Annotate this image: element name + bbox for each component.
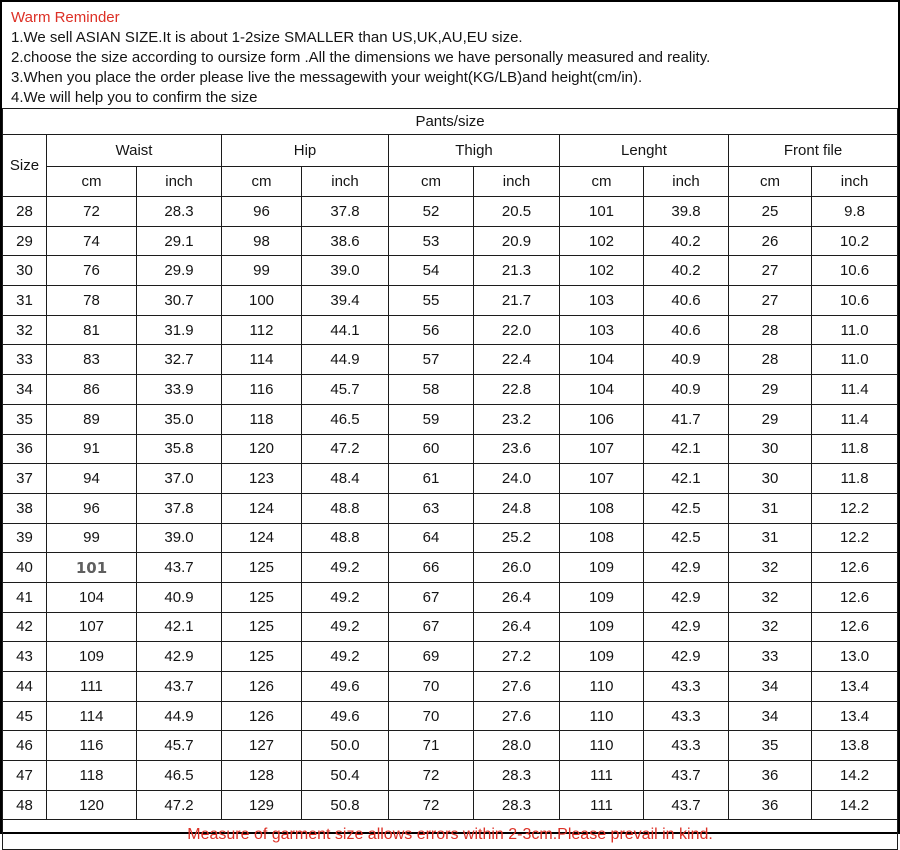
value-cell: 26.4 xyxy=(474,582,560,612)
value-cell: 40.2 xyxy=(644,226,729,256)
value-cell: 50.8 xyxy=(302,790,389,820)
table-row xyxy=(3,701,898,731)
value-cell: 67 xyxy=(389,582,474,612)
size-cell: 44 xyxy=(3,672,47,702)
value-cell: 28.0 xyxy=(474,731,560,761)
value-cell: 14.2 xyxy=(812,761,898,791)
value-cell: 29.9 xyxy=(137,256,222,286)
value-cell: 47.2 xyxy=(302,434,389,464)
size-cell: 37 xyxy=(3,464,47,494)
value-cell: 13.8 xyxy=(812,731,898,761)
value-cell: 11.0 xyxy=(812,315,898,345)
size-cell: 43 xyxy=(3,642,47,672)
value-cell: 26.4 xyxy=(474,612,560,642)
value-cell: 111 xyxy=(560,790,644,820)
unit-header-cm: cm xyxy=(47,167,137,197)
value-cell: 109 xyxy=(560,612,644,642)
size-cell: 31 xyxy=(3,286,47,316)
value-cell: 48.4 xyxy=(302,464,389,494)
value-cell: 42.5 xyxy=(644,493,729,523)
size-cell: 32 xyxy=(3,315,47,345)
table-row xyxy=(3,672,898,702)
value-cell: 76 xyxy=(47,256,137,286)
size-cell: 28 xyxy=(3,197,47,227)
warm-reminder-block xyxy=(2,2,898,108)
value-cell: 120 xyxy=(47,790,137,820)
size-column-header: Size xyxy=(3,135,47,197)
value-cell: 28.3 xyxy=(137,197,222,227)
value-cell: 59 xyxy=(389,404,474,434)
value-cell: 54 xyxy=(389,256,474,286)
size-cell: 33 xyxy=(3,345,47,375)
reminder-line-3: 3.When you place the order please live the messagewith your weight(KG/LB)and height(cm/in). xyxy=(11,69,643,86)
value-cell: 56 xyxy=(389,315,474,345)
value-cell: 111 xyxy=(47,672,137,702)
value-cell: 81 xyxy=(47,315,137,345)
value-cell: 114 xyxy=(222,345,302,375)
value-cell: 43.7 xyxy=(137,672,222,702)
value-cell: 43.7 xyxy=(137,553,222,583)
value-cell: 52 xyxy=(389,197,474,227)
value-cell: 109 xyxy=(560,642,644,672)
value-cell: 39.4 xyxy=(302,286,389,316)
value-cell: 21.7 xyxy=(474,286,560,316)
size-cell: 30 xyxy=(3,256,47,286)
table-row xyxy=(3,493,898,523)
value-cell: 35 xyxy=(729,731,812,761)
value-cell: 125 xyxy=(222,582,302,612)
table-row xyxy=(3,582,898,612)
value-cell: 40.6 xyxy=(644,286,729,316)
value-cell: 46.5 xyxy=(302,404,389,434)
value-cell: 27.6 xyxy=(474,701,560,731)
value-cell: 35.0 xyxy=(137,404,222,434)
value-cell: 28.3 xyxy=(474,790,560,820)
value-cell: 125 xyxy=(222,642,302,672)
value-cell: 27.6 xyxy=(474,672,560,702)
value-cell: 48.8 xyxy=(302,523,389,553)
table-title: Pants/size xyxy=(3,109,898,135)
table-row xyxy=(3,761,898,791)
size-cell: 39 xyxy=(3,523,47,553)
value-cell: 70 xyxy=(389,701,474,731)
value-cell: 50.4 xyxy=(302,761,389,791)
value-cell: 42.9 xyxy=(644,642,729,672)
table-row xyxy=(3,434,898,464)
value-cell: 44.1 xyxy=(302,315,389,345)
size-cell: 47 xyxy=(3,761,47,791)
group-header-front-file: Front file xyxy=(729,135,898,167)
size-cell: 46 xyxy=(3,731,47,761)
value-cell: 45.7 xyxy=(137,731,222,761)
value-cell: 125 xyxy=(222,553,302,583)
value-cell: 26 xyxy=(729,226,812,256)
value-cell: 63 xyxy=(389,493,474,523)
value-cell: 58 xyxy=(389,375,474,405)
table-row xyxy=(3,464,898,494)
value-cell: 37.8 xyxy=(302,197,389,227)
value-cell: 20.9 xyxy=(474,226,560,256)
value-cell: 125 xyxy=(222,612,302,642)
group-header-hip: Hip xyxy=(222,135,389,167)
footer-note-row xyxy=(3,820,898,850)
value-cell: 116 xyxy=(47,731,137,761)
table-row xyxy=(3,375,898,405)
table-row xyxy=(3,404,898,434)
value-cell: 27 xyxy=(729,286,812,316)
table-row xyxy=(3,315,898,345)
group-header-waist: Waist xyxy=(47,135,222,167)
value-cell: 42.9 xyxy=(644,582,729,612)
value-cell: 31 xyxy=(729,493,812,523)
value-cell: 116 xyxy=(222,375,302,405)
value-cell: 43.7 xyxy=(644,761,729,791)
value-cell: 43.3 xyxy=(644,672,729,702)
value-cell: 29 xyxy=(729,375,812,405)
value-cell: 10.6 xyxy=(812,286,898,316)
table-row xyxy=(3,553,898,583)
value-cell: 11.4 xyxy=(812,404,898,434)
value-cell: 22.0 xyxy=(474,315,560,345)
table-title-row xyxy=(3,109,898,135)
value-cell: 50.0 xyxy=(302,731,389,761)
value-cell: 42.5 xyxy=(644,523,729,553)
value-cell: 33 xyxy=(729,642,812,672)
value-cell: 49.6 xyxy=(302,672,389,702)
value-cell: 109 xyxy=(560,582,644,612)
value-cell: 49.2 xyxy=(302,553,389,583)
value-cell: 89 xyxy=(47,404,137,434)
size-cell: 34 xyxy=(3,375,47,405)
value-cell: 12.6 xyxy=(812,553,898,583)
value-cell: 103 xyxy=(560,315,644,345)
value-cell: 124 xyxy=(222,493,302,523)
value-cell: 101 xyxy=(47,553,137,583)
size-cell: 29 xyxy=(3,226,47,256)
value-cell: 98 xyxy=(222,226,302,256)
value-cell: 42.1 xyxy=(644,464,729,494)
value-cell: 31 xyxy=(729,523,812,553)
value-cell: 37.8 xyxy=(137,493,222,523)
size-cell: 38 xyxy=(3,493,47,523)
value-cell: 103 xyxy=(560,286,644,316)
value-cell: 102 xyxy=(560,256,644,286)
unit-header-inch: inch xyxy=(474,167,560,197)
value-cell: 11.0 xyxy=(812,345,898,375)
table-row xyxy=(3,256,898,286)
value-cell: 12.6 xyxy=(812,582,898,612)
value-cell: 107 xyxy=(560,434,644,464)
value-cell: 111 xyxy=(560,761,644,791)
value-cell: 70 xyxy=(389,672,474,702)
value-cell: 42.1 xyxy=(137,612,222,642)
unit-header-inch: inch xyxy=(812,167,898,197)
value-cell: 109 xyxy=(560,553,644,583)
value-cell: 100 xyxy=(222,286,302,316)
value-cell: 94 xyxy=(47,464,137,494)
value-cell: 48.8 xyxy=(302,493,389,523)
value-cell: 28 xyxy=(729,345,812,375)
value-cell: 39.0 xyxy=(137,523,222,553)
group-header-thigh: Thigh xyxy=(389,135,560,167)
value-cell: 55 xyxy=(389,286,474,316)
footer-note: Measure of garment size allows errors within 2-3cm.Please prevail in kind. xyxy=(3,820,898,850)
value-cell: 43.7 xyxy=(644,790,729,820)
group-header-lenght: Lenght xyxy=(560,135,729,167)
value-cell: 104 xyxy=(560,345,644,375)
value-cell: 110 xyxy=(560,731,644,761)
unit-header-row xyxy=(3,167,898,197)
size-table-body xyxy=(3,197,898,820)
value-cell: 72 xyxy=(389,761,474,791)
value-cell: 40.9 xyxy=(644,375,729,405)
value-cell: 30 xyxy=(729,464,812,494)
value-cell: 30.7 xyxy=(137,286,222,316)
value-cell: 34 xyxy=(729,701,812,731)
value-cell: 109 xyxy=(47,642,137,672)
table-row xyxy=(3,226,898,256)
value-cell: 107 xyxy=(560,464,644,494)
value-cell: 32.7 xyxy=(137,345,222,375)
value-cell: 27.2 xyxy=(474,642,560,672)
value-cell: 30 xyxy=(729,434,812,464)
size-cell: 35 xyxy=(3,404,47,434)
warm-reminder-title: Warm Reminder xyxy=(11,9,120,26)
value-cell: 44.9 xyxy=(302,345,389,375)
value-cell: 91 xyxy=(47,434,137,464)
value-cell: 31.9 xyxy=(137,315,222,345)
value-cell: 86 xyxy=(47,375,137,405)
value-cell: 27 xyxy=(729,256,812,286)
value-cell: 11.8 xyxy=(812,434,898,464)
unit-header-cm: cm xyxy=(222,167,302,197)
value-cell: 24.0 xyxy=(474,464,560,494)
size-cell: 45 xyxy=(3,701,47,731)
size-cell: 36 xyxy=(3,434,47,464)
value-cell: 128 xyxy=(222,761,302,791)
value-cell: 13.4 xyxy=(812,672,898,702)
value-cell: 25.2 xyxy=(474,523,560,553)
value-cell: 102 xyxy=(560,226,644,256)
value-cell: 42.9 xyxy=(137,642,222,672)
value-cell: 12.2 xyxy=(812,493,898,523)
value-cell: 32 xyxy=(729,612,812,642)
value-cell: 40.2 xyxy=(644,256,729,286)
value-cell: 107 xyxy=(47,612,137,642)
value-cell: 36 xyxy=(729,761,812,791)
value-cell: 126 xyxy=(222,672,302,702)
value-cell: 28.3 xyxy=(474,761,560,791)
value-cell: 13.4 xyxy=(812,701,898,731)
value-cell: 10.2 xyxy=(812,226,898,256)
value-cell: 108 xyxy=(560,523,644,553)
value-cell: 40.9 xyxy=(137,582,222,612)
value-cell: 11.4 xyxy=(812,375,898,405)
value-cell: 108 xyxy=(560,493,644,523)
unit-header-inch: inch xyxy=(644,167,729,197)
value-cell: 11.8 xyxy=(812,464,898,494)
group-header-row xyxy=(3,135,898,167)
value-cell: 60 xyxy=(389,434,474,464)
table-row xyxy=(3,286,898,316)
value-cell: 104 xyxy=(560,375,644,405)
value-cell: 99 xyxy=(47,523,137,553)
value-cell: 96 xyxy=(47,493,137,523)
reminder-line-1: 1.We sell ASIAN SIZE.It is about 1-2size SMALLER than US,UK,AU,EU size. xyxy=(11,29,523,46)
value-cell: 47.2 xyxy=(137,790,222,820)
value-cell: 71 xyxy=(389,731,474,761)
unit-header-cm: cm xyxy=(729,167,812,197)
table-row xyxy=(3,731,898,761)
value-cell: 120 xyxy=(222,434,302,464)
value-cell: 14.2 xyxy=(812,790,898,820)
value-cell: 39.8 xyxy=(644,197,729,227)
unit-header-inch: inch xyxy=(302,167,389,197)
value-cell: 57 xyxy=(389,345,474,375)
value-cell: 44.9 xyxy=(137,701,222,731)
value-cell: 40.6 xyxy=(644,315,729,345)
value-cell: 110 xyxy=(560,672,644,702)
value-cell: 22.8 xyxy=(474,375,560,405)
value-cell: 25 xyxy=(729,197,812,227)
value-cell: 49.2 xyxy=(302,642,389,672)
value-cell: 96 xyxy=(222,197,302,227)
value-cell: 72 xyxy=(47,197,137,227)
value-cell: 24.8 xyxy=(474,493,560,523)
value-cell: 101 xyxy=(560,197,644,227)
value-cell: 46.5 xyxy=(137,761,222,791)
value-cell: 42.9 xyxy=(644,612,729,642)
value-cell: 106 xyxy=(560,404,644,434)
reminder-line-4: 4.We will help you to confirm the size xyxy=(11,89,258,106)
value-cell: 74 xyxy=(47,226,137,256)
value-cell: 39.0 xyxy=(302,256,389,286)
value-cell: 23.2 xyxy=(474,404,560,434)
value-cell: 49.2 xyxy=(302,582,389,612)
value-cell: 124 xyxy=(222,523,302,553)
value-cell: 10.6 xyxy=(812,256,898,286)
value-cell: 69 xyxy=(389,642,474,672)
value-cell: 13.0 xyxy=(812,642,898,672)
value-cell: 112 xyxy=(222,315,302,345)
value-cell: 118 xyxy=(47,761,137,791)
value-cell: 127 xyxy=(222,731,302,761)
value-cell: 28 xyxy=(729,315,812,345)
value-cell: 33.9 xyxy=(137,375,222,405)
value-cell: 49.2 xyxy=(302,612,389,642)
value-cell: 12.2 xyxy=(812,523,898,553)
value-cell: 42.1 xyxy=(644,434,729,464)
size-cell: 42 xyxy=(3,612,47,642)
value-cell: 37.0 xyxy=(137,464,222,494)
value-cell: 53 xyxy=(389,226,474,256)
value-cell: 118 xyxy=(222,404,302,434)
value-cell: 21.3 xyxy=(474,256,560,286)
unit-header-inch: inch xyxy=(137,167,222,197)
value-cell: 40.9 xyxy=(644,345,729,375)
value-cell: 36 xyxy=(729,790,812,820)
reminder-line-2: 2.choose the size according to oursize form .All the dimensions we have personally measured and reality. xyxy=(11,49,711,66)
unit-header-cm: cm xyxy=(389,167,474,197)
value-cell: 104 xyxy=(47,582,137,612)
value-cell: 61 xyxy=(389,464,474,494)
value-cell: 66 xyxy=(389,553,474,583)
value-cell: 110 xyxy=(560,701,644,731)
value-cell: 42.9 xyxy=(644,553,729,583)
value-cell: 43.3 xyxy=(644,701,729,731)
value-cell: 35.8 xyxy=(137,434,222,464)
value-cell: 49.6 xyxy=(302,701,389,731)
value-cell: 22.4 xyxy=(474,345,560,375)
value-cell: 72 xyxy=(389,790,474,820)
value-cell: 12.6 xyxy=(812,612,898,642)
value-cell: 43.3 xyxy=(644,731,729,761)
table-row xyxy=(3,612,898,642)
value-cell: 67 xyxy=(389,612,474,642)
value-cell: 26.0 xyxy=(474,553,560,583)
value-cell: 23.6 xyxy=(474,434,560,464)
value-cell: 64 xyxy=(389,523,474,553)
value-cell: 129 xyxy=(222,790,302,820)
unit-header-cm: cm xyxy=(560,167,644,197)
value-cell: 20.5 xyxy=(474,197,560,227)
value-cell: 123 xyxy=(222,464,302,494)
table-row xyxy=(3,790,898,820)
size-cell: 40 xyxy=(3,553,47,583)
size-cell: 41 xyxy=(3,582,47,612)
value-cell: 83 xyxy=(47,345,137,375)
value-cell: 34 xyxy=(729,672,812,702)
value-cell: 29 xyxy=(729,404,812,434)
table-row xyxy=(3,523,898,553)
value-cell: 126 xyxy=(222,701,302,731)
value-cell: 32 xyxy=(729,553,812,583)
pants-size-table xyxy=(2,108,898,850)
table-row xyxy=(3,642,898,672)
value-cell: 78 xyxy=(47,286,137,316)
table-row xyxy=(3,345,898,375)
value-cell: 45.7 xyxy=(302,375,389,405)
value-cell: 114 xyxy=(47,701,137,731)
value-cell: 9.8 xyxy=(812,197,898,227)
value-cell: 29.1 xyxy=(137,226,222,256)
size-cell: 48 xyxy=(3,790,47,820)
table-row xyxy=(3,197,898,227)
value-cell: 41.7 xyxy=(644,404,729,434)
value-cell: 99 xyxy=(222,256,302,286)
value-cell: 32 xyxy=(729,582,812,612)
value-cell: 38.6 xyxy=(302,226,389,256)
